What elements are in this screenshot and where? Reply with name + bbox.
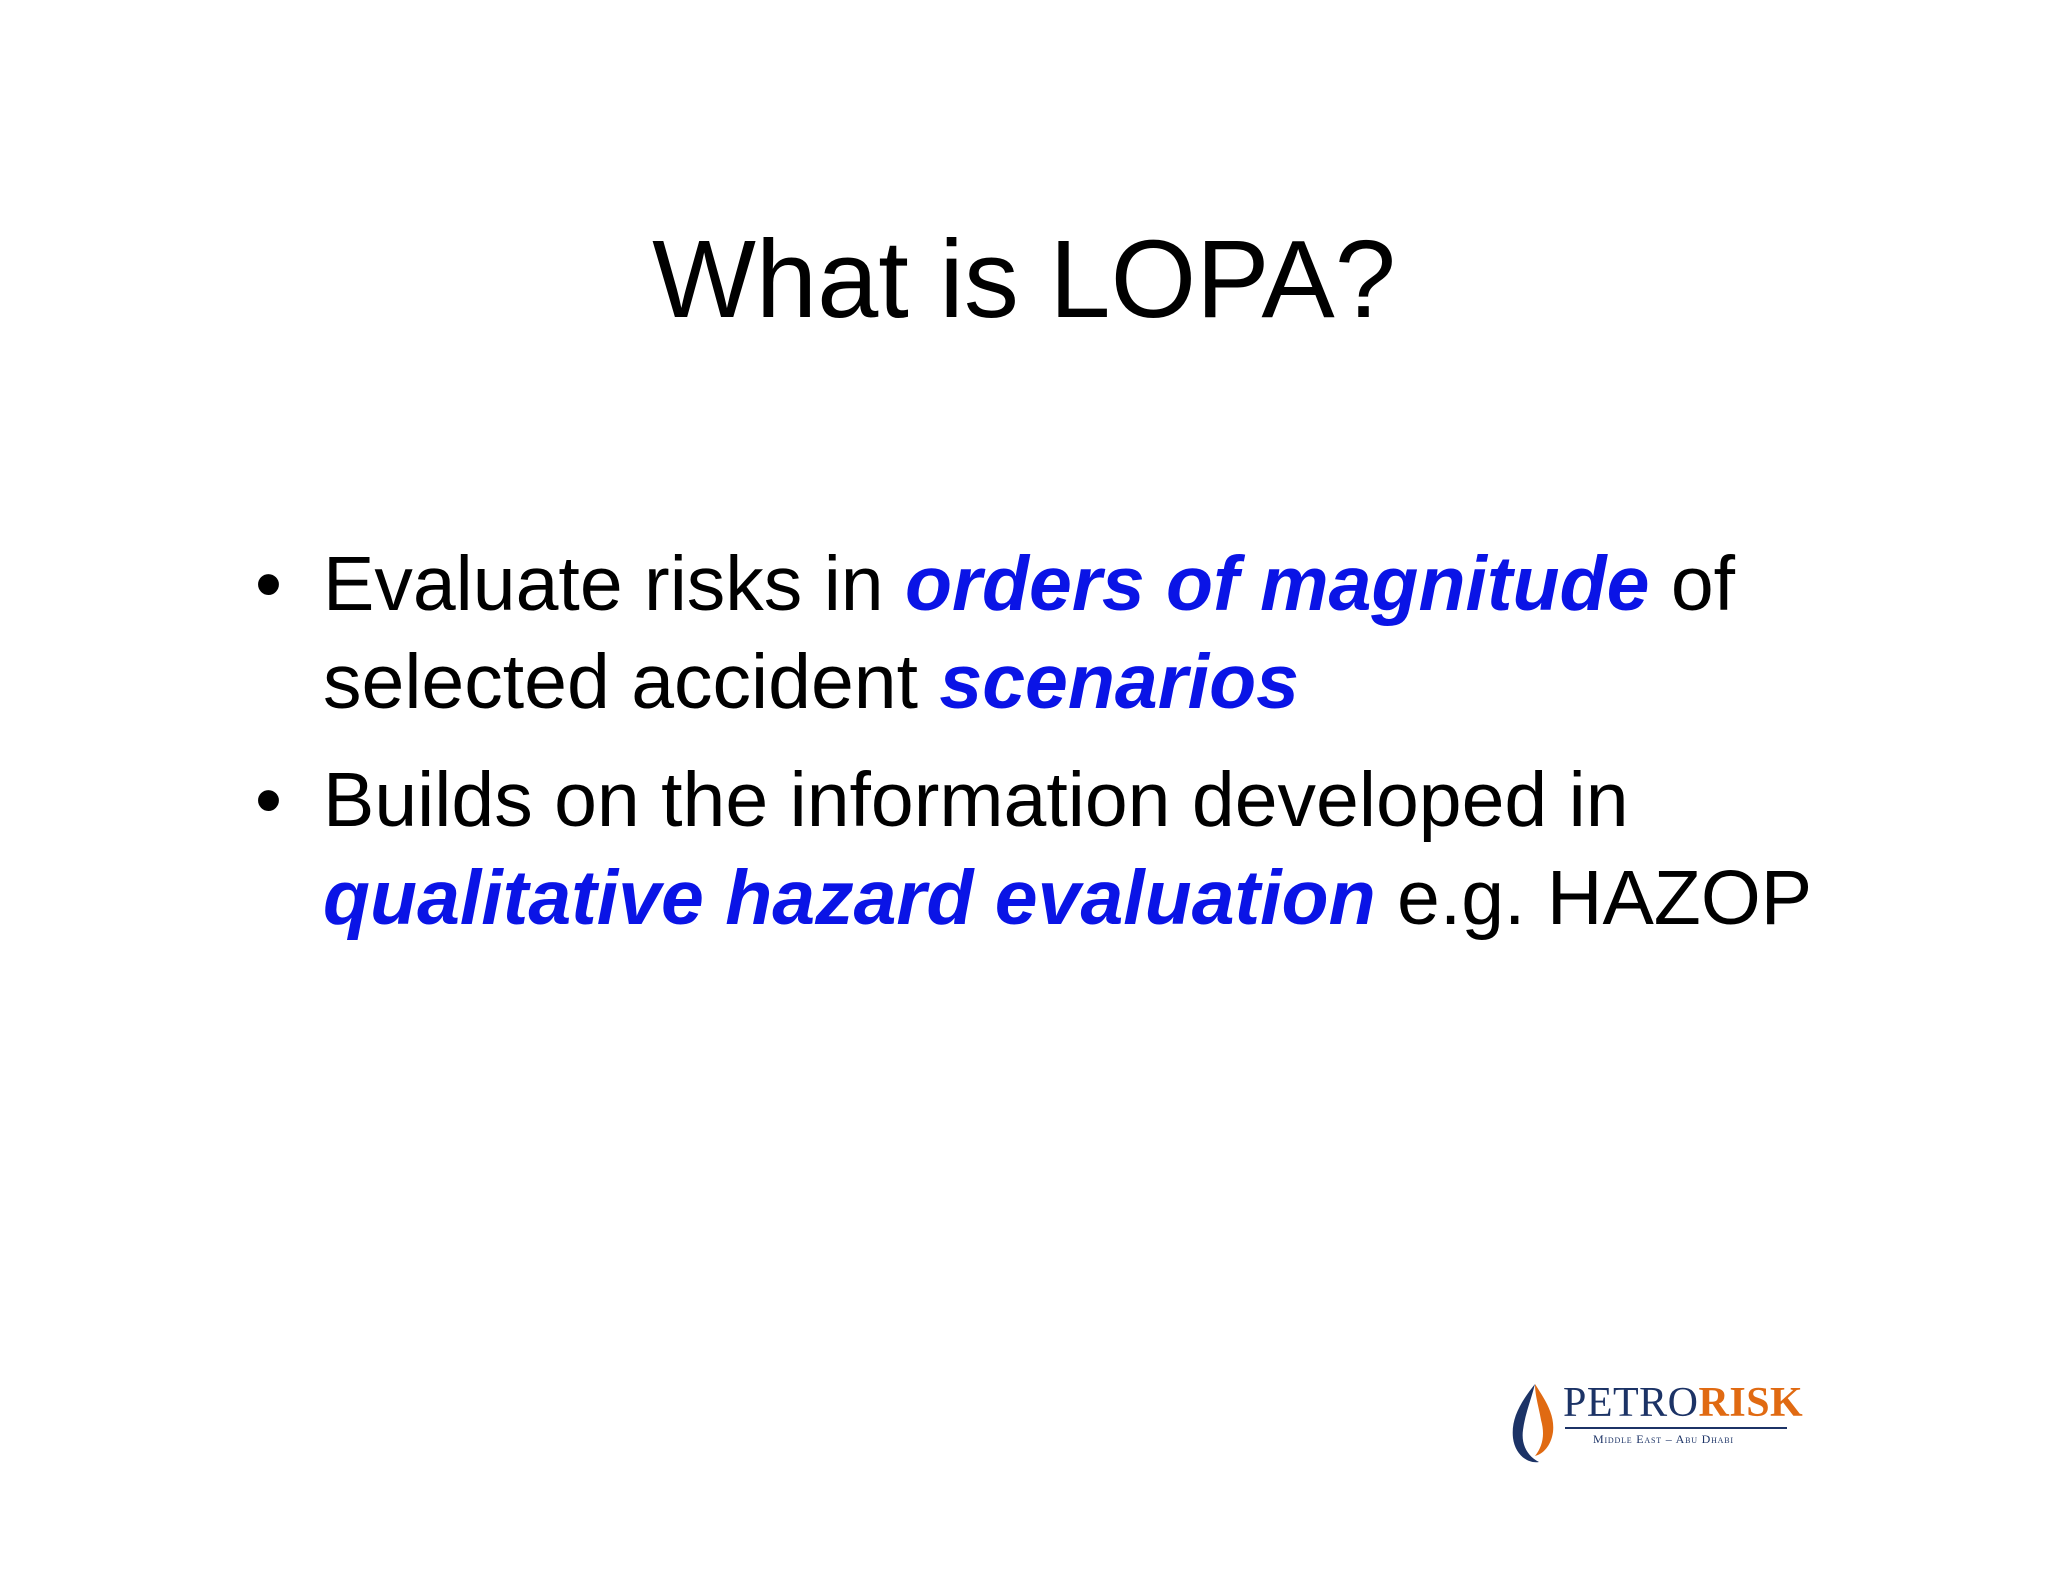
emphasis-text: orders of magnitude <box>905 541 1650 627</box>
flame-drop-icon <box>1505 1378 1565 1468</box>
petrorisk-logo <box>1505 1378 1804 1468</box>
bullet-text: Evaluate risks in <box>323 541 906 627</box>
bullet-item <box>255 751 1815 947</box>
bullet-item <box>255 535 1815 731</box>
logo-divider <box>1565 1427 1787 1429</box>
bullet-marker: • <box>255 757 282 843</box>
emphasis-text: qualitative hazard evaluation <box>323 855 1376 941</box>
bullet-text: of selected accident <box>323 541 1736 725</box>
bullet-marker: • <box>255 541 282 627</box>
emphasis-text: scenarios <box>939 639 1299 725</box>
bullet-text: e.g. HAZOP <box>1375 855 1813 941</box>
logo-tagline: Middle East – Abu Dhabi <box>1593 1432 1734 1446</box>
bullet-text: Builds on the information developed in <box>323 757 1629 843</box>
logo-wordmark: PETRORISK <box>1563 1380 1804 1426</box>
bullet-list <box>255 535 1815 967</box>
slide-title: What is LOPA? <box>652 218 1396 341</box>
